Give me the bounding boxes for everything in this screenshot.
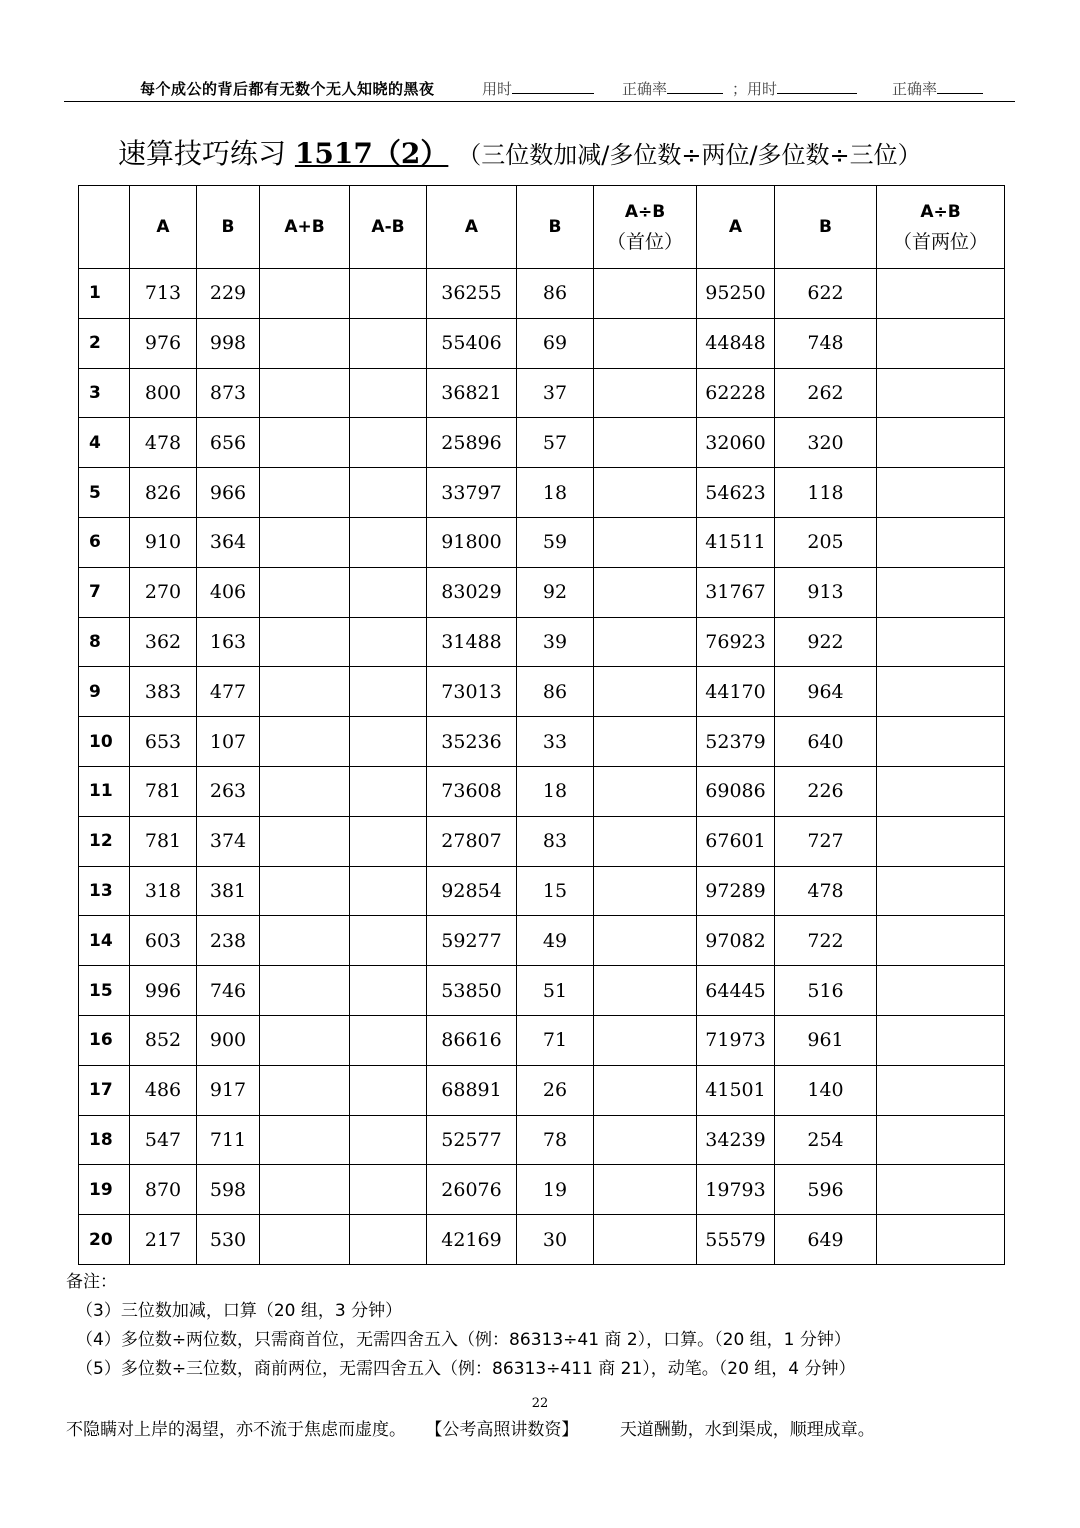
- cell-b1: 263: [197, 766, 260, 816]
- cell-a1: 976: [130, 318, 197, 368]
- cell-a1: 270: [130, 567, 197, 617]
- answer-div-first-digit[interactable]: [594, 766, 697, 816]
- row-number: 5: [79, 468, 130, 518]
- answer-sum[interactable]: [260, 1215, 350, 1265]
- header-a1: A: [130, 186, 197, 269]
- answer-div-first-two-digits[interactable]: [877, 318, 1005, 368]
- cell-a3: 97082: [697, 916, 775, 966]
- header-b3: B: [775, 186, 877, 269]
- table-row: [79, 866, 1005, 916]
- answer-sum[interactable]: [260, 567, 350, 617]
- cell-a3: 31767: [697, 567, 775, 617]
- cell-a2: 36255: [427, 269, 517, 319]
- cell-a1: 547: [130, 1115, 197, 1165]
- table-row: [79, 269, 1005, 319]
- header-sum: A+B: [260, 186, 350, 269]
- row-number: 17: [79, 1065, 130, 1115]
- time-field-2[interactable]: [732, 78, 857, 99]
- cell-b2: 71: [517, 1015, 594, 1065]
- cell-b3: 205: [775, 517, 877, 567]
- cell-b3: 478: [775, 866, 877, 916]
- cell-a3: 52379: [697, 717, 775, 767]
- cell-b1: 374: [197, 816, 260, 866]
- answer-diff[interactable]: [350, 468, 427, 518]
- cell-b1: 477: [197, 667, 260, 717]
- cell-b3: 964: [775, 667, 877, 717]
- cell-a2: 68891: [427, 1065, 517, 1115]
- row-number: 9: [79, 667, 130, 717]
- answer-div-first-digit[interactable]: [594, 269, 697, 319]
- cell-a2: 33797: [427, 468, 517, 518]
- header-div-first-two-digits-bottom: （首两位）: [892, 231, 988, 253]
- answer-div-first-two-digits[interactable]: [877, 916, 1005, 966]
- row-number: 15: [79, 966, 130, 1016]
- time-field-1[interactable]: [482, 78, 594, 99]
- answer-diff[interactable]: [350, 1015, 427, 1065]
- answer-div-first-digit[interactable]: [594, 567, 697, 617]
- cell-b3: 262: [775, 368, 877, 418]
- cell-a1: 478: [130, 418, 197, 468]
- time-blank-1[interactable]: [512, 80, 594, 94]
- cell-a2: 25896: [427, 418, 517, 468]
- header-b2: B: [517, 186, 594, 269]
- answer-div-first-two-digits[interactable]: [877, 1215, 1005, 1265]
- table-row: [79, 1065, 1005, 1115]
- cell-b1: 229: [197, 269, 260, 319]
- answer-div-first-digit[interactable]: [594, 717, 697, 767]
- answer-div-first-digit[interactable]: [594, 318, 697, 368]
- answer-diff[interactable]: [350, 717, 427, 767]
- cell-b2: 86: [517, 667, 594, 717]
- accuracy-blank-1[interactable]: [667, 80, 723, 94]
- accuracy-label-2: 正确率: [892, 80, 938, 98]
- answer-div-first-digit[interactable]: [594, 517, 697, 567]
- answer-div-first-two-digits[interactable]: [877, 468, 1005, 518]
- cell-a2: 53850: [427, 966, 517, 1016]
- cell-b3: 622: [775, 269, 877, 319]
- table-header-row: [79, 186, 1005, 269]
- cell-b2: 19: [517, 1165, 594, 1215]
- answer-div-first-two-digits[interactable]: [877, 667, 1005, 717]
- cell-b1: 238: [197, 916, 260, 966]
- cell-b1: 966: [197, 468, 260, 518]
- row-number: 13: [79, 866, 130, 916]
- cell-a1: 800: [130, 368, 197, 418]
- answer-div-first-two-digits[interactable]: [877, 717, 1005, 767]
- header-a3: A: [697, 186, 775, 269]
- cell-b3: 649: [775, 1215, 877, 1265]
- cell-b3: 913: [775, 567, 877, 617]
- row-number: 11: [79, 766, 130, 816]
- cell-b2: 26: [517, 1065, 594, 1115]
- table-row: [79, 617, 1005, 667]
- cell-b1: 656: [197, 418, 260, 468]
- answer-diff[interactable]: [350, 1065, 427, 1115]
- cell-a1: 653: [130, 717, 197, 767]
- notes-section: [66, 1268, 856, 1384]
- cell-a1: 781: [130, 766, 197, 816]
- header-div-first-digit: [594, 186, 697, 269]
- note-item-4: （4）多位数÷两位数，只需商首位，无需四舍五入（例：86313÷41 商 2），口算。（20 组，1 分钟）: [76, 1330, 851, 1350]
- cell-b3: 226: [775, 766, 877, 816]
- answer-sum[interactable]: [260, 269, 350, 319]
- table-row: [79, 468, 1005, 518]
- footer-left: 不隐瞒对上岸的渴望，亦不流于焦虑而虚度。: [66, 1420, 406, 1440]
- answer-div-first-two-digits[interactable]: [877, 1065, 1005, 1115]
- cell-b1: 107: [197, 717, 260, 767]
- answer-sum[interactable]: [260, 617, 350, 667]
- cell-a3: 44848: [697, 318, 775, 368]
- answer-div-first-digit[interactable]: [594, 468, 697, 518]
- row-number: 14: [79, 916, 130, 966]
- cell-a2: 86616: [427, 1015, 517, 1065]
- table-row: [79, 1015, 1005, 1065]
- time-label-1: 用时: [482, 80, 513, 98]
- cell-a3: 32060: [697, 418, 775, 468]
- table-row: [79, 318, 1005, 368]
- cell-b1: 406: [197, 567, 260, 617]
- accuracy-blank-2[interactable]: [937, 80, 983, 94]
- cell-a3: 95250: [697, 269, 775, 319]
- header-a2: A: [427, 186, 517, 269]
- row-number: 6: [79, 517, 130, 567]
- answer-diff[interactable]: [350, 766, 427, 816]
- answer-div-first-digit[interactable]: [594, 368, 697, 418]
- cell-a1: 826: [130, 468, 197, 518]
- answer-div-first-two-digits[interactable]: [877, 966, 1005, 1016]
- answer-div-first-two-digits[interactable]: [877, 866, 1005, 916]
- table-row: [79, 916, 1005, 966]
- answer-sum[interactable]: [260, 966, 350, 1016]
- cell-a2: 42169: [427, 1215, 517, 1265]
- header-separator: ；: [732, 80, 748, 98]
- time-blank-2[interactable]: [777, 80, 857, 94]
- answer-diff[interactable]: [350, 567, 427, 617]
- answer-div-first-digit[interactable]: [594, 866, 697, 916]
- header-div-first-digit-top: A÷B: [624, 202, 666, 222]
- row-number: 7: [79, 567, 130, 617]
- footer-right: 天道酬勤，水到渠成，顺理成章。: [619, 1420, 875, 1440]
- notes-label: 备注：: [66, 1272, 117, 1292]
- cell-b3: 140: [775, 1065, 877, 1115]
- cell-a2: 27807: [427, 816, 517, 866]
- table-row: [79, 816, 1005, 866]
- table-row: [79, 368, 1005, 418]
- cell-a3: 62228: [697, 368, 775, 418]
- cell-b3: 596: [775, 1165, 877, 1215]
- header-div-first-two-digits-top: A÷B: [920, 202, 961, 222]
- cell-a3: 41511: [697, 517, 775, 567]
- answer-diff[interactable]: [350, 617, 427, 667]
- page-footer: [66, 1415, 875, 1440]
- page-title: [118, 132, 922, 172]
- row-number: 4: [79, 418, 130, 468]
- answer-div-first-digit[interactable]: [594, 418, 697, 468]
- answer-diff[interactable]: [350, 816, 427, 866]
- row-number: 2: [79, 318, 130, 368]
- answer-sum[interactable]: [260, 667, 350, 717]
- answer-div-first-two-digits[interactable]: [877, 517, 1005, 567]
- cell-b2: 33: [517, 717, 594, 767]
- table-row: [79, 517, 1005, 567]
- cell-a3: 69086: [697, 766, 775, 816]
- cell-a3: 54623: [697, 468, 775, 518]
- cell-a1: 996: [130, 966, 197, 1016]
- cell-a3: 97289: [697, 866, 775, 916]
- cell-b3: 748: [775, 318, 877, 368]
- cell-b2: 83: [517, 816, 594, 866]
- cell-b2: 49: [517, 916, 594, 966]
- table-row: [79, 1165, 1005, 1215]
- cell-b3: 118: [775, 468, 877, 518]
- table-row: [79, 1215, 1005, 1265]
- cell-a2: 91800: [427, 517, 517, 567]
- answer-div-first-digit[interactable]: [594, 1115, 697, 1165]
- table-row: [79, 717, 1005, 767]
- row-number: 3: [79, 368, 130, 418]
- title-subtitle: （三位数加减/多位数÷两位/多位数÷三位）: [457, 141, 922, 169]
- cell-b3: 320: [775, 418, 877, 468]
- row-number: 16: [79, 1015, 130, 1065]
- cell-b2: 57: [517, 418, 594, 468]
- answer-sum[interactable]: [260, 517, 350, 567]
- cell-b1: 900: [197, 1015, 260, 1065]
- answer-sum[interactable]: [260, 717, 350, 767]
- accuracy-field-1[interactable]: [622, 78, 723, 99]
- header-div-first-two-digits: [877, 186, 1005, 269]
- answer-sum[interactable]: [260, 1015, 350, 1065]
- cell-b3: 922: [775, 617, 877, 667]
- cell-b2: 39: [517, 617, 594, 667]
- cell-b1: 873: [197, 368, 260, 418]
- cell-b2: 15: [517, 866, 594, 916]
- cell-b2: 59: [517, 517, 594, 567]
- cell-a2: 59277: [427, 916, 517, 966]
- answer-diff[interactable]: [350, 966, 427, 1016]
- cell-a1: 852: [130, 1015, 197, 1065]
- cell-b3: 254: [775, 1115, 877, 1165]
- page-header: [64, 74, 1015, 102]
- note-item-3: （3）三位数加减，口算（20 组，3 分钟）: [76, 1301, 403, 1321]
- cell-a1: 910: [130, 517, 197, 567]
- answer-diff[interactable]: [350, 418, 427, 468]
- answer-div-first-two-digits[interactable]: [877, 567, 1005, 617]
- row-number: 1: [79, 269, 130, 319]
- cell-a3: 44170: [697, 667, 775, 717]
- cell-b2: 78: [517, 1115, 594, 1165]
- answer-div-first-two-digits[interactable]: [877, 1165, 1005, 1215]
- cell-a2: 36821: [427, 368, 517, 418]
- cell-a2: 26076: [427, 1165, 517, 1215]
- cell-a3: 76923: [697, 617, 775, 667]
- cell-a3: 67601: [697, 816, 775, 866]
- cell-a2: 55406: [427, 318, 517, 368]
- practice-table: [78, 185, 1005, 1265]
- header-b1: B: [197, 186, 260, 269]
- answer-div-first-digit[interactable]: [594, 1065, 697, 1115]
- cell-a3: 41501: [697, 1065, 775, 1115]
- cell-a1: 603: [130, 916, 197, 966]
- cell-b2: 51: [517, 966, 594, 1016]
- cell-a2: 92854: [427, 866, 517, 916]
- cell-b2: 18: [517, 766, 594, 816]
- answer-sum[interactable]: [260, 1115, 350, 1165]
- table-row: [79, 418, 1005, 468]
- table-row: [79, 1115, 1005, 1165]
- answer-sum[interactable]: [260, 816, 350, 866]
- answer-div-first-digit[interactable]: [594, 667, 697, 717]
- cell-a2: 52577: [427, 1115, 517, 1165]
- accuracy-field-2[interactable]: [892, 78, 983, 99]
- cell-b3: 516: [775, 966, 877, 1016]
- cell-b2: 69: [517, 318, 594, 368]
- answer-div-first-digit[interactable]: [594, 1215, 697, 1265]
- answer-sum[interactable]: [260, 1165, 350, 1215]
- answer-div-first-digit[interactable]: [594, 966, 697, 1016]
- answer-sum[interactable]: [260, 368, 350, 418]
- answer-diff[interactable]: [350, 517, 427, 567]
- answer-sum[interactable]: [260, 866, 350, 916]
- cell-a3: 34239: [697, 1115, 775, 1165]
- answer-div-first-digit[interactable]: [594, 916, 697, 966]
- table-row: [79, 766, 1005, 816]
- answer-diff[interactable]: [350, 1165, 427, 1215]
- answer-div-first-two-digits[interactable]: [877, 1015, 1005, 1065]
- row-number: 8: [79, 617, 130, 667]
- cell-b1: 530: [197, 1215, 260, 1265]
- cell-a3: 64445: [697, 966, 775, 1016]
- cell-b3: 961: [775, 1015, 877, 1065]
- answer-div-first-two-digits[interactable]: [877, 766, 1005, 816]
- time-label-2: 用时: [747, 80, 778, 98]
- answer-diff[interactable]: [350, 1215, 427, 1265]
- answer-diff[interactable]: [350, 866, 427, 916]
- answer-diff[interactable]: [350, 916, 427, 966]
- cell-b2: 92: [517, 567, 594, 617]
- cell-b3: 722: [775, 916, 877, 966]
- row-number: 10: [79, 717, 130, 767]
- answer-div-first-two-digits[interactable]: [877, 368, 1005, 418]
- answer-sum[interactable]: [260, 468, 350, 518]
- answer-div-first-digit[interactable]: [594, 816, 697, 866]
- header-motto: 每个成公的背后都有无数个无人知晓的黑夜: [140, 80, 435, 98]
- title-main: 速算技巧练习: [118, 137, 287, 170]
- answer-diff[interactable]: [350, 318, 427, 368]
- cell-b1: 711: [197, 1115, 260, 1165]
- cell-a1: 362: [130, 617, 197, 667]
- answer-div-first-digit[interactable]: [594, 1165, 697, 1215]
- cell-a3: 55579: [697, 1215, 775, 1265]
- cell-b3: 727: [775, 816, 877, 866]
- cell-a3: 19793: [697, 1165, 775, 1215]
- table-row: [79, 966, 1005, 1016]
- note-item-5: （5）多位数÷三位数，商前两位，无需四舍五入（例：86313÷411 商 21），动笔。（20 组，4 分钟）: [76, 1359, 856, 1379]
- row-number: 20: [79, 1215, 130, 1265]
- cell-b1: 598: [197, 1165, 260, 1215]
- cell-a1: 486: [130, 1065, 197, 1115]
- answer-sum[interactable]: [260, 1065, 350, 1115]
- answer-div-first-digit[interactable]: [594, 617, 697, 667]
- cell-a2: 83029: [427, 567, 517, 617]
- row-number: 19: [79, 1165, 130, 1215]
- cell-a1: 318: [130, 866, 197, 916]
- title-code: 1517（2）: [294, 137, 449, 170]
- answer-div-first-two-digits[interactable]: [877, 617, 1005, 667]
- header-div-first-digit-bottom: （首位）: [606, 231, 683, 253]
- answer-sum[interactable]: [260, 318, 350, 368]
- answer-diff[interactable]: [350, 368, 427, 418]
- answer-diff[interactable]: [350, 1115, 427, 1165]
- cell-b1: 998: [197, 318, 260, 368]
- answer-div-first-two-digits[interactable]: [877, 1115, 1005, 1165]
- cell-a1: 781: [130, 816, 197, 866]
- cell-b2: 37: [517, 368, 594, 418]
- answer-diff[interactable]: [350, 667, 427, 717]
- header-index: [79, 186, 130, 269]
- cell-b1: 364: [197, 517, 260, 567]
- answer-sum[interactable]: [260, 418, 350, 468]
- cell-b1: 746: [197, 966, 260, 1016]
- footer-middle: 【公考高照讲数资】: [425, 1420, 579, 1440]
- accuracy-label-1: 正确率: [622, 80, 668, 98]
- answer-div-first-two-digits[interactable]: [877, 418, 1005, 468]
- table-row: [79, 667, 1005, 717]
- page-number: 22: [531, 1396, 549, 1411]
- answer-div-first-digit[interactable]: [594, 1015, 697, 1065]
- table-row: [79, 567, 1005, 617]
- cell-a1: 870: [130, 1165, 197, 1215]
- row-number: 12: [79, 816, 130, 866]
- cell-b1: 381: [197, 866, 260, 916]
- answer-diff[interactable]: [350, 269, 427, 319]
- cell-a1: 383: [130, 667, 197, 717]
- header-diff: A-B: [350, 186, 427, 269]
- cell-b2: 30: [517, 1215, 594, 1265]
- cell-a2: 73013: [427, 667, 517, 717]
- table-body: [79, 269, 1005, 1265]
- cell-a2: 73608: [427, 766, 517, 816]
- cell-a2: 35236: [427, 717, 517, 767]
- answer-sum[interactable]: [260, 916, 350, 966]
- cell-a2: 31488: [427, 617, 517, 667]
- cell-b2: 86: [517, 269, 594, 319]
- cell-b3: 640: [775, 717, 877, 767]
- cell-b1: 917: [197, 1065, 260, 1115]
- cell-a3: 71973: [697, 1015, 775, 1065]
- answer-div-first-two-digits[interactable]: [877, 816, 1005, 866]
- answer-sum[interactable]: [260, 766, 350, 816]
- cell-b2: 18: [517, 468, 594, 518]
- cell-b1: 163: [197, 617, 260, 667]
- cell-a1: 217: [130, 1215, 197, 1265]
- row-number: 18: [79, 1115, 130, 1165]
- answer-div-first-two-digits[interactable]: [877, 269, 1005, 319]
- cell-a1: 713: [130, 269, 197, 319]
